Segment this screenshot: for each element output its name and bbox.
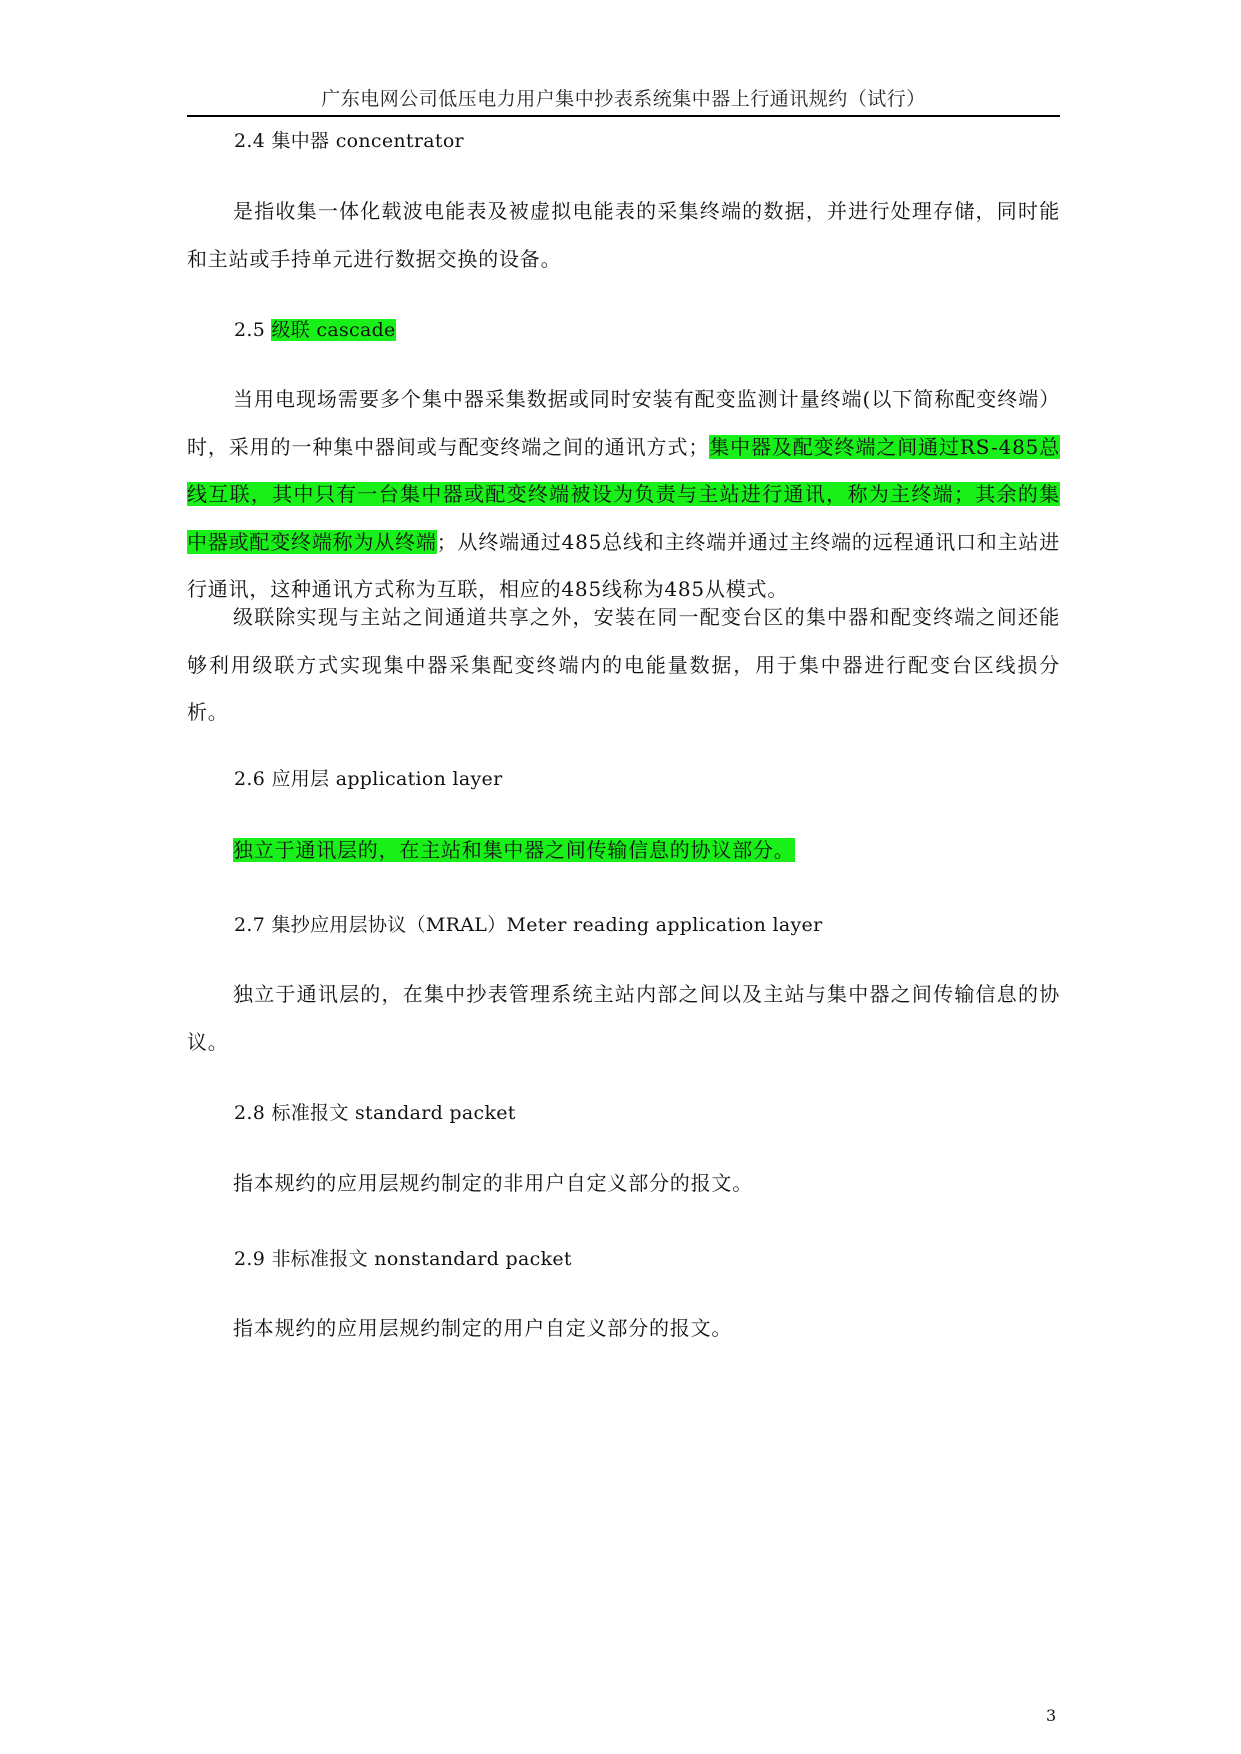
term-2-8: 2.8 标准报文 standard packet (234, 1102, 516, 1124)
paragraph-2-9: 指本规约的应用层规约制定的用户自定义部分的报文。 (233, 1316, 733, 1340)
paragraph-2-4: 是指收集一体化载波电能表及被虚拟电能表的采集终端的数据，并进行处理存储，同时能和主站或手持单元进行数据交换的设备。 (187, 199, 1060, 271)
term-2-5-highlight: 级联 cascade (271, 319, 396, 341)
paragraph-2-6-highlight: 独立于通讯层的，在主站和集中器之间传输信息的协议部分。 (233, 838, 795, 862)
term-2-4: 2.4 集中器 concentrator (234, 130, 464, 152)
paragraph-2-8: 指本规约的应用层规约制定的非用户自定义部分的报文。 (233, 1171, 753, 1195)
page-number: 3 (1046, 1706, 1057, 1725)
paragraph-2-6 (187, 827, 1060, 875)
paragraph-2-5-2: 级联除实现与主站之间通道共享之外，安装在同一配变台区的集中器和配变终端之间还能够利用级联方式实现集中器采集配变终端内的电能量数据，用于集中器进行配变台区线损分析。 (187, 605, 1060, 724)
page-header-title: 广东电网公司低压电力用户集中抄表系统集中器上行通讯规约（试行） (321, 88, 926, 110)
paragraph-2-5-1 (187, 376, 1060, 614)
term-2-6: 2.6 应用层 application layer (234, 768, 503, 790)
paragraph-2-5-1-end: ；从终端通过485总线和主终端并通过主终端的远程通讯口和主站进行通讯，这种通讯方式称为互联，相应的485线称为485从模式。 (187, 529, 1060, 601)
term-2-9: 2.9 非标准报文 nonstandard packet (234, 1248, 572, 1270)
paragraph-2-7: 独立于通讯层的，在集中抄表管理系统主站内部之间以及主站与集中器之间传输信息的协议。 (187, 982, 1060, 1054)
paragraph-2-5-1-start: 当用电现场需要多个集中器采集数据或同时安装有配变监测计量终端(以下简称配变终端）时，采用的一种集中器间或与配变终端之间的通讯方式； (187, 387, 1060, 459)
term-2-7: 2.7 集抄应用层协议（MRAL）Meter reading application layer (234, 914, 823, 936)
paragraph-2-5-1-highlight: 集中器及配变终端之间通过RS-485总线互联，其中只有一台集中器或配变终端被设为负责与主站进行通讯，称为主终端；其余的集中器或配变终端称为从终端 (187, 434, 1061, 554)
term-2-5 (187, 315, 1107, 342)
term-2-5-number: 2.5 (234, 319, 272, 341)
header-rule (187, 115, 1060, 117)
